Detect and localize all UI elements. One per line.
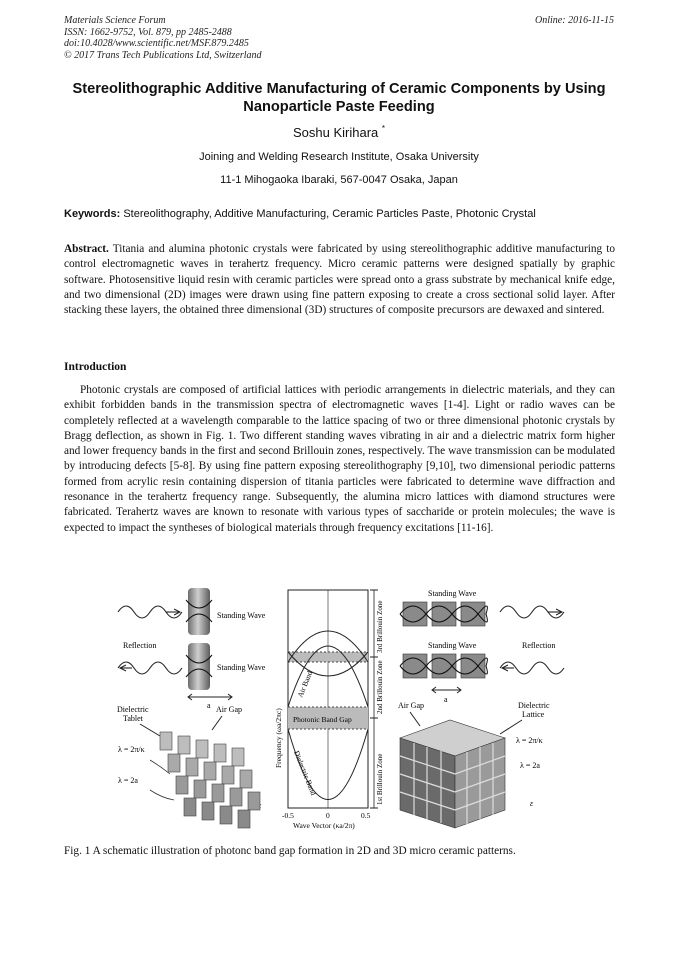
figure-caption: Fig. 1 A schematic illustration of photonc band gap formation in 2D and 3D micro ceramic patterns.	[64, 845, 516, 857]
upper-gap-band	[288, 652, 368, 662]
standing-wave-label-right: Standing Wave	[428, 589, 477, 598]
reflection-label-left: Reflection	[123, 641, 157, 650]
air-band-label: Air Band	[295, 669, 315, 699]
lambda-2pi-k-right: λ = 2π/κ	[516, 736, 543, 745]
dielectric-tablet-label-2: Tablet	[123, 714, 143, 723]
lattice-constant-label: a	[207, 701, 211, 710]
abstract-text: Titania and alumina photonic crystals were fabricated by using stereolithographic additive manufacturing to control electromagnetic waves in terahertz frequency. Micro ceramic patterns were designed spatially by graphic software. Photosensitive liquid resin with ceramic particles were spread onto a grass substrate by mechanical knife edge, and two dimensional (2D) images were drawn using fine pattern exposing to create a cross sectional solid layer. After stacking these layers, the obtained three dimensional (3D) structures of composite precursors are dewaxed and sintered.	[64, 243, 616, 317]
issn: ISSN: 1662-9752, Vol. 879, pp 2485-2488	[64, 26, 232, 38]
standing-wave-label: Standing Wave	[217, 663, 266, 672]
author-name: Soshu Kirihara	[292, 125, 379, 140]
reflection-label-right: Reflection	[522, 641, 556, 650]
air-gap-label-left: Air Gap	[216, 705, 242, 714]
2d-pillar-array	[160, 732, 260, 828]
lambda-2a-left: λ = 2a	[118, 776, 138, 785]
abstract-label: Abstract.	[64, 243, 109, 255]
author-mark: *	[381, 124, 386, 133]
lambda-2a-right: λ = 2a	[520, 761, 540, 770]
keywords-label: Keywords:	[64, 208, 121, 220]
dielectric-lattice-label: Dielectric	[518, 701, 550, 710]
dielectric-cube	[403, 654, 427, 678]
introduction-text: Photonic crystals are composed of artificial lattices with periodic arrangements in dielectric materials, and they can exhibit forbidden bands in the transmission spectra of electromagnetic waves [1-4]. Light or radio waves can be completely reflected at a wavelength comparable to the lattice spacing of two or three dimensional photonic crystals by Bragg deflection, as shown in Fig. 1. Two different standing waves vibrating in air and a dielectric matrix form higher and lower frequency bands in the first and second Brillouin zones, respectively. The wave transmission can be modulated by introducing defects [5-8]. By using fine pattern exposing stereolithography [9,10], two dimensional periodic patterns formed from acrylic resin containing dispersion of titania particles were fabricated to determine wave diffraction and resonance in the terahertz frequency range. Subsequently, the alumina micro lattices with diamond structures were fabricated. Terahertz waves are known to resonate with various types of saccharide or protein molecules; the wave is expected to impact the syntheses of biological materials through frequency excitations [11-16].	[64, 384, 615, 534]
photonic-band-gap-label: Photonic Band Gap	[293, 715, 352, 724]
y-axis-label: Frequency (ωa/2πc)	[274, 708, 283, 768]
online-date: Online: 2016-11-15	[535, 15, 614, 26]
dielectric-band-label: Dielectric Band	[292, 749, 319, 797]
zone-3rd-label: 3rd Brillouin Zone	[376, 600, 384, 653]
lambda-2pi-k-left: λ = 2π/κ	[118, 745, 145, 754]
band-diagram	[274, 590, 384, 830]
dielectric-cube	[403, 602, 427, 626]
doi: doi:10.4028/www.scientific.net/MSF.879.2485	[64, 38, 249, 49]
x-tick-right: 0.5	[361, 811, 371, 820]
journal-name: Materials Science Forum	[64, 15, 166, 26]
3d-lattice	[400, 720, 505, 828]
zone-2nd-label: 2nd Brillouin Zone	[376, 660, 384, 714]
right-panel	[398, 589, 564, 828]
x-axis-label: Wave Vector (κa/2π)	[293, 821, 355, 830]
dielectric-pillar	[188, 588, 210, 635]
epsilon-right: ε	[530, 799, 534, 808]
dielectric-tablet-label: Dielectric	[117, 705, 149, 714]
standing-wave-label: Standing Wave	[217, 611, 266, 620]
keywords-text: Stereolithography, Additive Manufacturing, Ceramic Particles Paste, Photonic Crystal	[123, 208, 536, 220]
left-panel	[117, 588, 266, 828]
zone-1st-label: 1st Brillouin Zone	[376, 753, 384, 805]
dielectric-pillar	[188, 643, 210, 690]
lattice-constant-label-right: a	[444, 695, 448, 704]
address: 11-1 Mihogaoka Ibaraki, 567-0047 Osaka, Japan	[220, 174, 458, 186]
air-gap-label-right: Air Gap	[398, 701, 424, 710]
x-tick-mid: 0	[326, 811, 330, 820]
standing-wave-label-right: Standing Wave	[428, 641, 477, 650]
paper-title: Stereolithographic Additive Manufacturing of Ceramic Components by Using Nanoparticle Paste Feeding	[72, 81, 606, 115]
copyright: © 2017 Trans Tech Publications Ltd, Switzerland	[64, 49, 262, 61]
dielectric-lattice-label-2: Lattice	[522, 710, 545, 719]
affiliation: Joining and Welding Research Institute, Osaka University	[199, 151, 479, 163]
introduction-heading: Introduction	[64, 361, 127, 373]
x-tick-left: -0.5	[282, 811, 294, 820]
